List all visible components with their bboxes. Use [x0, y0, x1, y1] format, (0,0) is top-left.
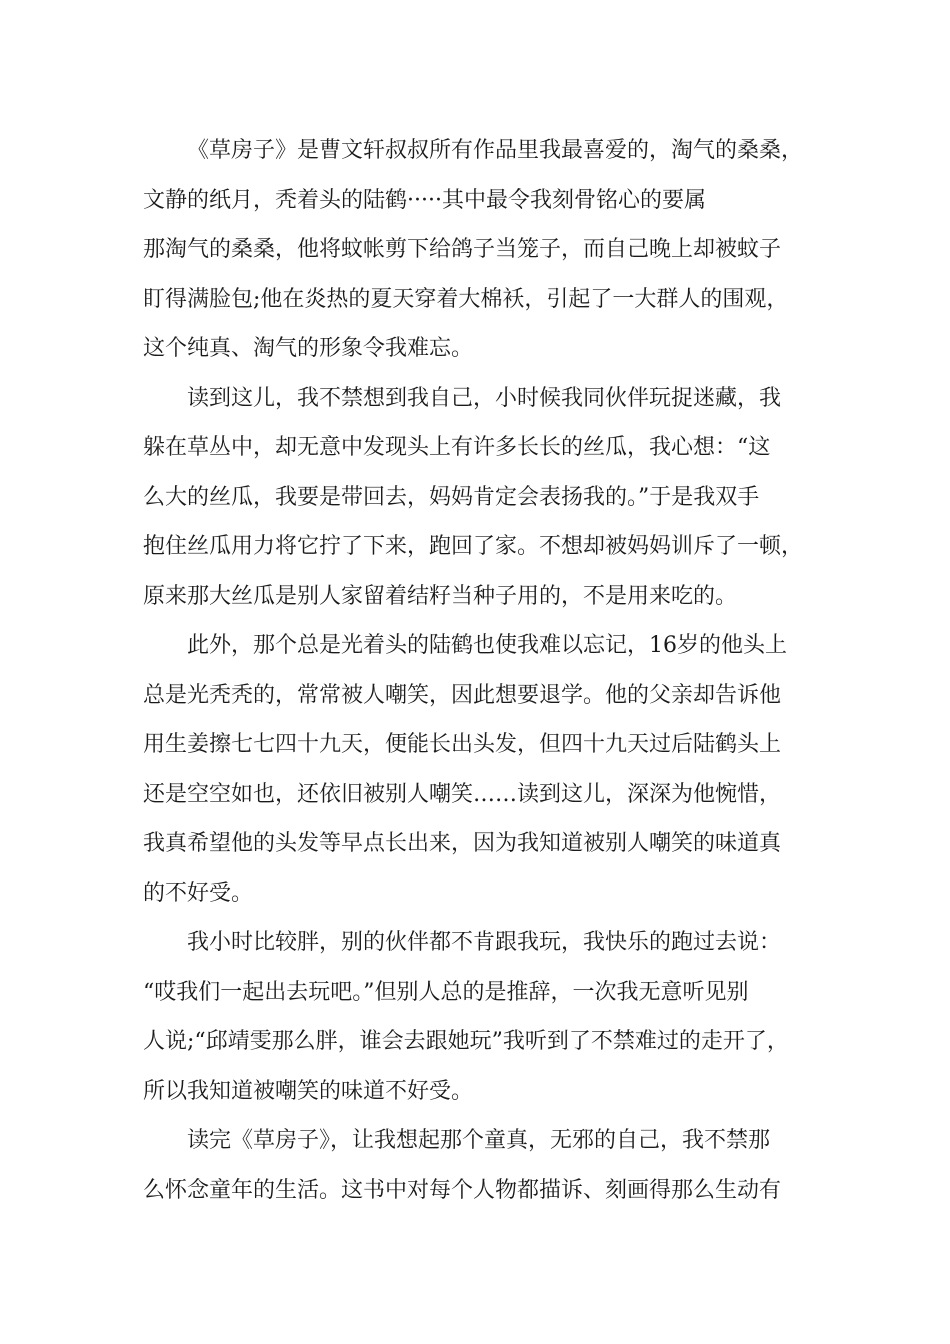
text-line: 那淘气的桑桑，他将蚊帐剪下给鸽子当笼子，而自己晚上却被蚊子 — [143, 237, 782, 262]
paragraph-4 — [143, 918, 808, 1116]
text-line: 人说;“邱靖雯那么胖，谁会去跟她玩”我听到了不禁难过的走开了， — [143, 1029, 789, 1054]
text-line: 此外，那个总是光着头的陆鹤也使我难以忘记，16岁的他头上 — [187, 633, 787, 658]
paragraph-3 — [143, 621, 808, 918]
document-body — [143, 126, 808, 1215]
paragraph-2 — [143, 374, 808, 622]
text-line: 这个纯真、淘气的形象令我难忘。 — [143, 336, 474, 361]
text-line: 么怀念童年的生活。这书中对每个人物都描诉、刻画得那么生动有 — [143, 1177, 782, 1203]
paragraph-5 — [143, 1116, 808, 1215]
text-line: 读到这儿，我不禁想到我自己，小时候我同伙伴玩捉迷藏，我 — [187, 385, 782, 411]
text-line: 读完《草房子》，让我想起那个童真，无邪的自己，我不禁那 — [187, 1128, 771, 1153]
text-line: 还是空空如也，还依旧被别人嘲笑……读到这儿，深深为他惋惜， — [143, 781, 782, 807]
text-line: 我小时比较胖，别的伙伴都不肯跟我玩，我快乐的跑过去说： — [187, 930, 782, 955]
text-line: 《草房子》是曹文轩叔叔所有作品里我最喜爱的，淘气的桑桑， — [187, 138, 804, 163]
text-line: 用生姜擦七七四十九天，便能长出头发，但四十九天过后陆鹤头上 — [143, 732, 782, 757]
text-line: 所以我知道被嘲笑的味道不好受。 — [143, 1078, 474, 1104]
text-line: 盯得满脸包;他在炎热的夏天穿着大棉袄，引起了一大群人的围观， — [143, 286, 789, 312]
text-line: 文静的纸月，秃着头的陆鹤·····其中最令我刻骨铭心的要属 — [143, 187, 706, 213]
text-line: 总是光秃秃的，常常被人嘲笑，因此想要退学。他的父亲却告诉他 — [143, 682, 782, 708]
text-line: 我真希望他的头发等早点长出来，因为我知道被别人嘲笑的味道真 — [143, 831, 782, 856]
text-line: 抱住丝瓜用力将它拧了下来，跑回了家。不想却被妈妈训斥了一顿， — [143, 534, 804, 559]
text-line: 原来那大丝瓜是别人家留着结籽当种子用的，不是用来吃的。 — [143, 583, 738, 609]
text-line: 么大的丝瓜，我要是带回去，妈妈肯定会表扬我的。”于是我双手 — [143, 484, 760, 510]
text-line: 躲在草丛中，却无意中发现头上有许多长长的丝瓜，我心想：“这 — [143, 435, 771, 460]
text-line: 的不好受。 — [143, 880, 254, 906]
paragraph-1 — [143, 126, 808, 374]
text-line: “哎我们一起出去玩吧。”但别人总的是推辞，一次我无意听见别 — [143, 979, 749, 1005]
